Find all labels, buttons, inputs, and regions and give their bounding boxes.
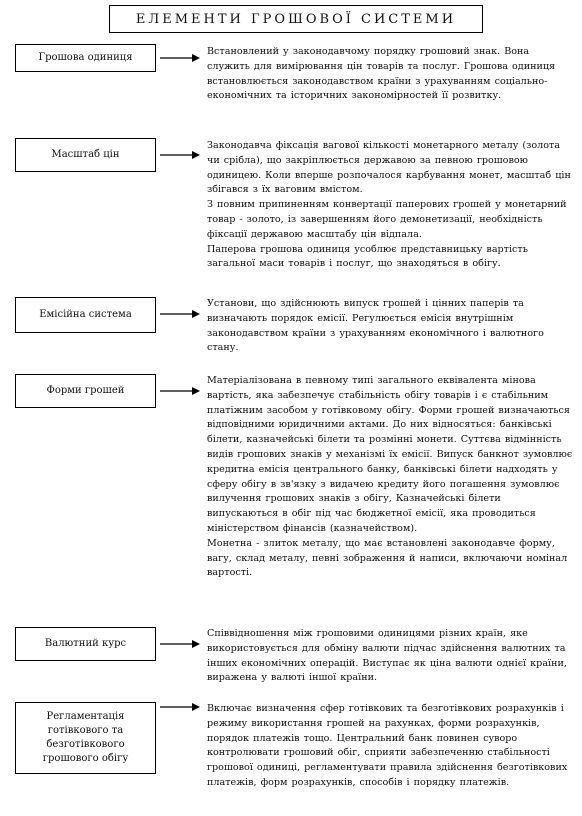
description-paragraph: Матеріалізована в певному типі загального еквівалента мінова вартість, яка забезпечує стабільність обігу товарів і є стабільним платіжним засобом у готівковому обігу. Форми грошей визначаються відповідними юридичними актами. До них відносяться: банківські білети, казначейські білети та розмінні монети. Суттєва відмінність видів грошових знаків у механізмі їх емісії. Випуск банкнот зумовлює кредитна емісія центрального банку, банківські білети надходять у сферу обігу в зв'язку з видачею кредиту його погашення зумовлює вилучення грошових знаків з обігу, Казначейські білети випускаються в обіг під час бюджетної емісії, яка проводиться міністерством фінансів (казначейством). — [207, 375, 573, 534]
description-rehlamentatsiia — [207, 702, 575, 791]
arrow-right-icon — [160, 309, 200, 319]
label-masshtab-tsin: Масштаб цін — [15, 138, 156, 172]
description-paragraph: Включає визначення сфер готівкових та безготівкових розрахунків і режиму використання грошей на рахунках, форми розрахунків, порядок платежів тощо. Центральний банк повинен суворо контролювати грошовий обіг, сприяти забезпеченню стабільності грошової одиниці, регламентувати правила здійснення безготівкових платежів, форм розрахунків, способів і порядку платежів. — [207, 703, 568, 788]
description-paragraph: Установи, що здійснюють випуск грошей і цінних паперів та визначають порядок емісії. Регулюється емісія внутрішнім законодавством країни з урахуванням економічного і валютного стану. — [207, 298, 544, 354]
arrow-right-icon — [160, 150, 200, 160]
description-grosheva-odynytsia — [207, 45, 575, 104]
description-paragraph: Законодавча фіксація вагової кількості монетарного металу (золота чи срібла), що закріплюється державою за певною грошовою одиницею. Коли вперше розпочалося карбування монет, масштаб цін збігався з їх ваговим вмістом. — [207, 140, 571, 196]
page-title: ЕЛЕМЕНТИ ГРОШОВОЇ СИСТЕМИ — [109, 5, 483, 33]
label-grosheva-odynytsia: Грошова одиниця — [15, 44, 156, 72]
arrow-right-icon — [160, 386, 200, 396]
label-valiutnyi-kurs: Валютний курс — [15, 627, 156, 661]
label-rehlamentatsiia: Регламентація готівкового та безготівкового грошового обігу — [15, 702, 156, 774]
arrow-right-icon — [160, 53, 200, 63]
description-emisiina-systema — [207, 297, 575, 356]
arrow-right-icon — [160, 702, 200, 712]
description-paragraph: Співвідношення між грошовими одиницями різних країн, яке використовується для обміну валюти підчас здійснення валютних та інших економічних операцій. Виступає як ціна валюти однієї країни, виражена у валюті іншої країни. — [207, 628, 567, 684]
description-paragraph: Встановлений у законодавчому порядку грошовий знак. Вона служить для вимірювання цін товарів та послуг. Грошова одиниця встановлюється законодавством країни з урахуванням соціально-економічних та історичних закономірностей її розвитку. — [207, 46, 556, 102]
label-formy-groshei: Форми грошей — [15, 374, 156, 408]
description-paragraph: Паперова грошова одиниця усоблює представницьку вартість загальної маси товарів і послуг, що знаходяться в обігу. — [207, 243, 528, 270]
description-masshtab-tsin — [207, 139, 575, 272]
arrow-right-icon — [160, 639, 200, 649]
description-formy-groshei — [207, 374, 575, 581]
description-paragraph: З повним припиненням конвертації паперових грошей у монетарний товар - золото, із завершенням його демонетизації, необхідність фіксації державою масштабу цін відпала. — [207, 199, 567, 240]
description-valiutnyi-kurs — [207, 627, 575, 686]
description-paragraph: Монетна - злиток металу, що має встановлені законодавче форму, вагу, склад металу, певні зображення й написи, включаючи номінал вартості. — [207, 537, 568, 579]
label-emisiina-systema: Емісійна система — [15, 297, 156, 333]
